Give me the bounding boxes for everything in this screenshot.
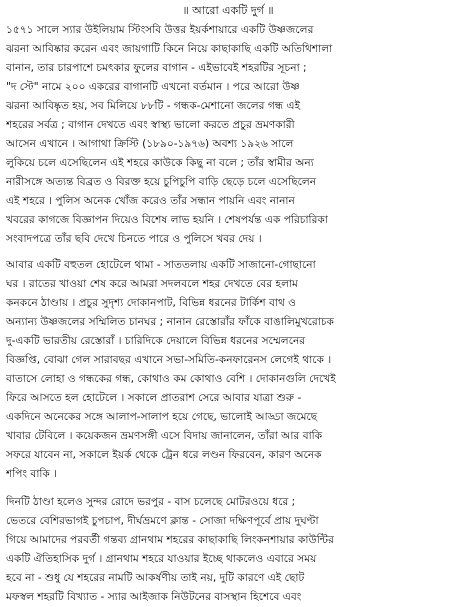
text-line: দিনটি ঠাণ্ডা হলেও সুন্দর রোদে ভরপুর - বাস চলেছে মোটরওয়ে ধরে ;: [6, 496, 296, 508]
text-line: ঘর । রাতের খাওয়া শেষ করে আমরা সদলবলে শহর দেখতে বের হলাম: [6, 278, 298, 290]
text-line: খবরের কাগজে বিজ্ঞাপন দিয়েও বিশেষ লাভ হয়নি । শেষপর্যন্ত এক পরিচারিকা: [6, 214, 328, 226]
text-line: একটি ঐতিহাসিক দুর্গ । গ্রানথাম শহরে যাওয়ার ইচ্ছে থাকলেও এবারে সময়: [6, 553, 317, 565]
text-line: সফরে যাবেন না, সকালে ইয়র্ক থেকে ট্রেন ধরে লণ্ডন ফিরবেন, কারণ অনেক: [6, 449, 322, 461]
text-line: ফিরে আসতে হল হোটেলে । সকালে প্রাতরাশ সেরে আবার যাত্রা শুরু -: [6, 392, 302, 404]
text-line: গিয়ে আমাদের পরবর্তী গন্তব্য গ্রানথাম শহরের কাছাকাছি লিংকনশায়ার কাউন্টির: [6, 534, 334, 546]
text-line: ভেতরে বেশিরভাগই চুপচাপ, দীর্ঘভ্রমণে ক্লান্ত - সোজা দক্ষিণপূর্বে প্রায় দুঘণ্টা: [6, 515, 319, 527]
paragraph-gap: [6, 249, 450, 256]
paragraph-gap: [6, 484, 450, 493]
paragraph-2: [6, 256, 450, 484]
paragraph-1: [6, 21, 450, 249]
paragraph-3: [6, 493, 450, 607]
text-line: ঝরনা আবিষ্কৃত হয়, সব মিলিয়ে ৮৮টি - গন্ধক-মেশানো জলের গন্ধ এই: [6, 100, 301, 112]
text-line: শহরের সর্বত্র ; বাগান দেখতে এবং স্বাস্থ্য ভালো করতে প্রচুর ভ্রমণকারী: [6, 119, 295, 131]
text-line: শপিং বাকি ।: [6, 468, 57, 480]
text-line: আসেন এখানে । আগাথা ক্রিস্টি (১৮৯০-১৯৭৬) অবশ্য ১৯২৬ সালে: [6, 138, 294, 150]
text-line: নারীসঙ্গে অত্যন্ত বিব্রত ও বিরক্ত হয়ে চুপিচুপি বাড়ি ছেড়ে চলে এসেছিলেন: [6, 176, 317, 188]
text-line: খাবার টেবিলে । কয়েকজন ভ্রমণসঙ্গী এসে বিদায় জানালেন, তাঁরা আর বাকি: [6, 430, 323, 442]
text-line: বানান, তার চারপাশে চমৎকার ফুলের বাগান - এইভাবেই শহরটির সূচনা ;: [6, 62, 307, 74]
text-line: ঝরনা আবিষ্কার করেন এবং জায়গাটি কিনে নিয়ে কাছাকাছি একটি অতিথিশালা: [6, 43, 333, 55]
text-line: হবে না - শুধু যে শহরের নামটি আকর্ষণীয় তাই নয়, দুটি কারণে এই ছোট: [6, 572, 305, 584]
text-line: মফস্বল শহরটি বিখ্যাত - স্যার আইজাক নিউটনের বাসস্থান হিশেবে এবং: [6, 591, 302, 603]
text-line: এই শহরে । পুলিস অনেক খোঁজ করেও তাঁর সন্ধান পায়নি এবং নানান: [6, 195, 295, 207]
chapter-title: ॥ আরো একটি দুর্গ ॥: [182, 4, 274, 17]
text-line: বাতাসে লোহা ও গন্ধকের গন্ধ, কোথাও কম কোথাও বেশি । দোকানগুলি দেখেই: [6, 373, 336, 385]
text-line: অন্যান্য উষ্ণজলের সম্মিলিত চানঘর ; নানান রেস্তোরাঁর ফাঁকে বাঙালিমুখরোচক: [6, 316, 334, 328]
text-line: "দ স্টে" নামে ২০০ একরের বাগানটি এখনো বর্তমান । পরে আরো উষ্ণ: [6, 81, 300, 93]
text-line: সংবাদপত্রে তাঁর ছবি দেখে চিনতে পারে ও পুলিসে খবর দেয় ।: [6, 233, 262, 245]
text-line: দু-একটি ভারতীয় রেস্তোরাঁ । চারিদিকে দেয়ালে বিভিন্ন ধরনের সম্মেলনের: [6, 335, 306, 347]
text-line: বিজ্ঞপ্তি, বোঝা গেল সারাবছর এখানে সভা-সমিতি-কনফারেনস লেগেই থাকে ।: [6, 354, 332, 366]
text-line: একদিনে অনেকের সঙ্গে আলাপ-সালাপ হয়ে গেছে, ভালোই আড্ডা জমেছে: [6, 411, 318, 423]
text-line: আবার একটি বহুতল হোটেলে থামা - সাততলায় একটি সাজানো-গোছানো: [6, 259, 316, 271]
text-line: ১৫৭১ সালে স্যার উইলিয়াম স্টিংসবি উত্তর ইয়র্কশায়ারে একটি উষ্ণজলের: [6, 24, 314, 36]
text-line: লুকিয়ে চলে এসেছিলেন এই শহরে কাউকে কিছু না বলে ; তাঁর স্বামীর অন্য: [6, 157, 314, 169]
text-line: কনকনে ঠাণ্ডায় । প্রচুর সুদৃশ্য দোকানপাট, বিভিন্ন ধরনের টার্কিশ বাথ ও: [6, 297, 296, 309]
